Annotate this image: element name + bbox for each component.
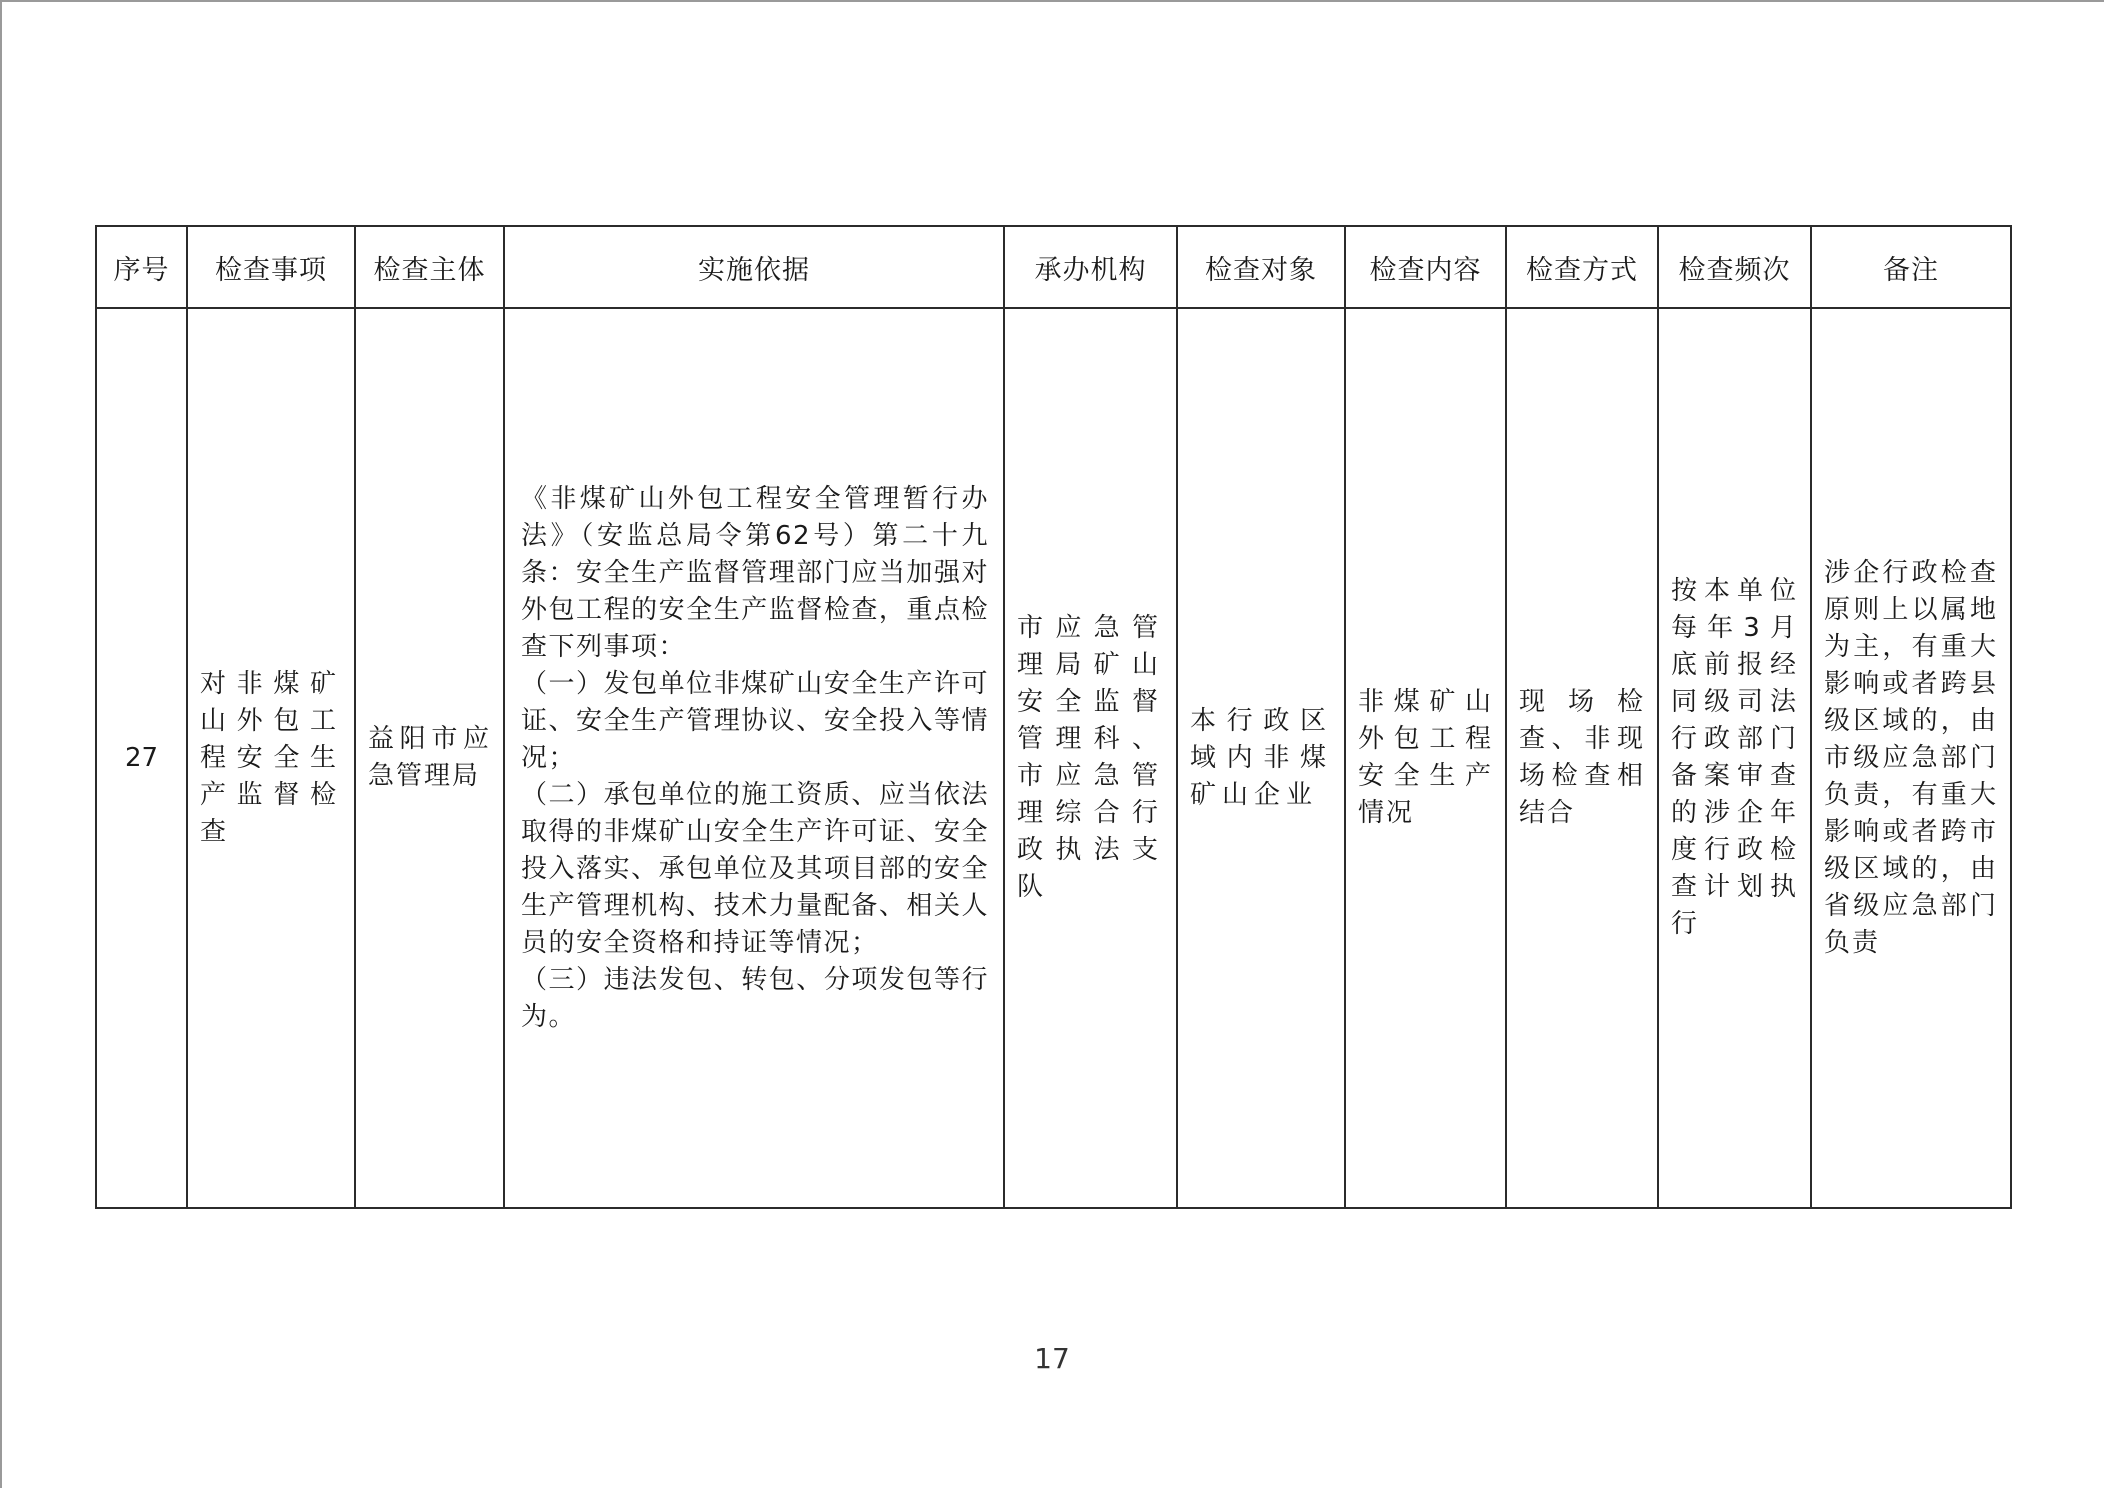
row-handling-agency-text: 市应急管理局矿山安全监督管理科、市应急管理综合行政执法支队: [1017, 613, 1164, 902]
row-index-text: 27: [124, 742, 159, 773]
page-border-left: [0, 0, 2, 1488]
row-inspection-item-text: 对非煤矿山外包工程安全生产监督检查: [200, 668, 342, 847]
row-inspection-subject-text: 益阳市应急管理局: [368, 724, 491, 791]
row-inspection-frequency-text: 按本单位每年3月底前报经同级司法行政部门备案审查的涉企年度行政检查计划执行: [1671, 576, 1798, 939]
header-handling-agency: 承办机构: [1004, 226, 1177, 308]
page-border-top: [0, 0, 2104, 2]
header-remarks: 备注: [1811, 226, 2011, 308]
row-remarks: [1811, 308, 2011, 1208]
inspection-table: [95, 225, 2012, 1209]
header-inspection-method: 检查方式: [1506, 226, 1658, 308]
row-inspection-method: [1506, 308, 1658, 1208]
header-legal-basis: 实施依据: [504, 226, 1004, 308]
header-inspection-subject: 检查主体: [355, 226, 504, 308]
row-legal-basis: [504, 308, 1004, 1208]
table-header-row: [96, 226, 2011, 308]
legal-basis-text: [505, 481, 1003, 1036]
row-index: [96, 308, 187, 1208]
row-inspection-item: [187, 308, 355, 1208]
legal-basis-paragraph-3: （三）违法发包、转包、分项发包等行为。: [521, 964, 989, 1032]
row-remarks-text: 涉企行政检查原则上以属地为主，有重大影响或者跨县级区域的，由市级应急部门负责，有重大影响或者跨市级区域的，由省级应急部门负责: [1824, 557, 1998, 958]
row-inspection-target-text: 本行政区域内非煤矿山企业: [1190, 705, 1332, 810]
row-handling-agency: [1004, 308, 1177, 1208]
row-inspection-method-text: 现场检查、非现场检查相结合: [1519, 687, 1645, 828]
row-inspection-content: [1345, 308, 1506, 1208]
legal-basis-paragraph-1: （一）发包单位非煤矿山安全生产许可证、安全生产管理协议、安全投入等情况；: [521, 668, 989, 773]
row-inspection-frequency: [1658, 308, 1811, 1208]
header-inspection-frequency: 检查频次: [1658, 226, 1811, 308]
legal-basis-paragraph-intro: 《非煤矿山外包工程安全管理暂行办法》（安监总局令第62号）第二十九条：安全生产监督管理部门应当加强对外包工程的安全生产监督检查，重点检查下列事项：: [521, 483, 989, 662]
header-inspection-content: 检查内容: [1345, 226, 1506, 308]
row-inspection-content-text: 非煤矿山外包工程安全生产情况: [1358, 687, 1493, 828]
row-inspection-target: [1177, 308, 1345, 1208]
header-inspection-target: 检查对象: [1177, 226, 1345, 308]
header-index: 序号: [96, 226, 187, 308]
page-number: 17: [1034, 1342, 1070, 1375]
table-row: [96, 308, 2011, 1208]
legal-basis-paragraph-2: （二）承包单位的施工资质、应当依法取得的非煤矿山安全生产许可证、安全投入落实、承包单位及其项目部的安全生产管理机构、技术力量配备、相关人员的安全资格和持证等情况；: [521, 779, 989, 958]
header-inspection-item: 检查事项: [187, 226, 355, 308]
row-inspection-subject: [355, 308, 504, 1208]
